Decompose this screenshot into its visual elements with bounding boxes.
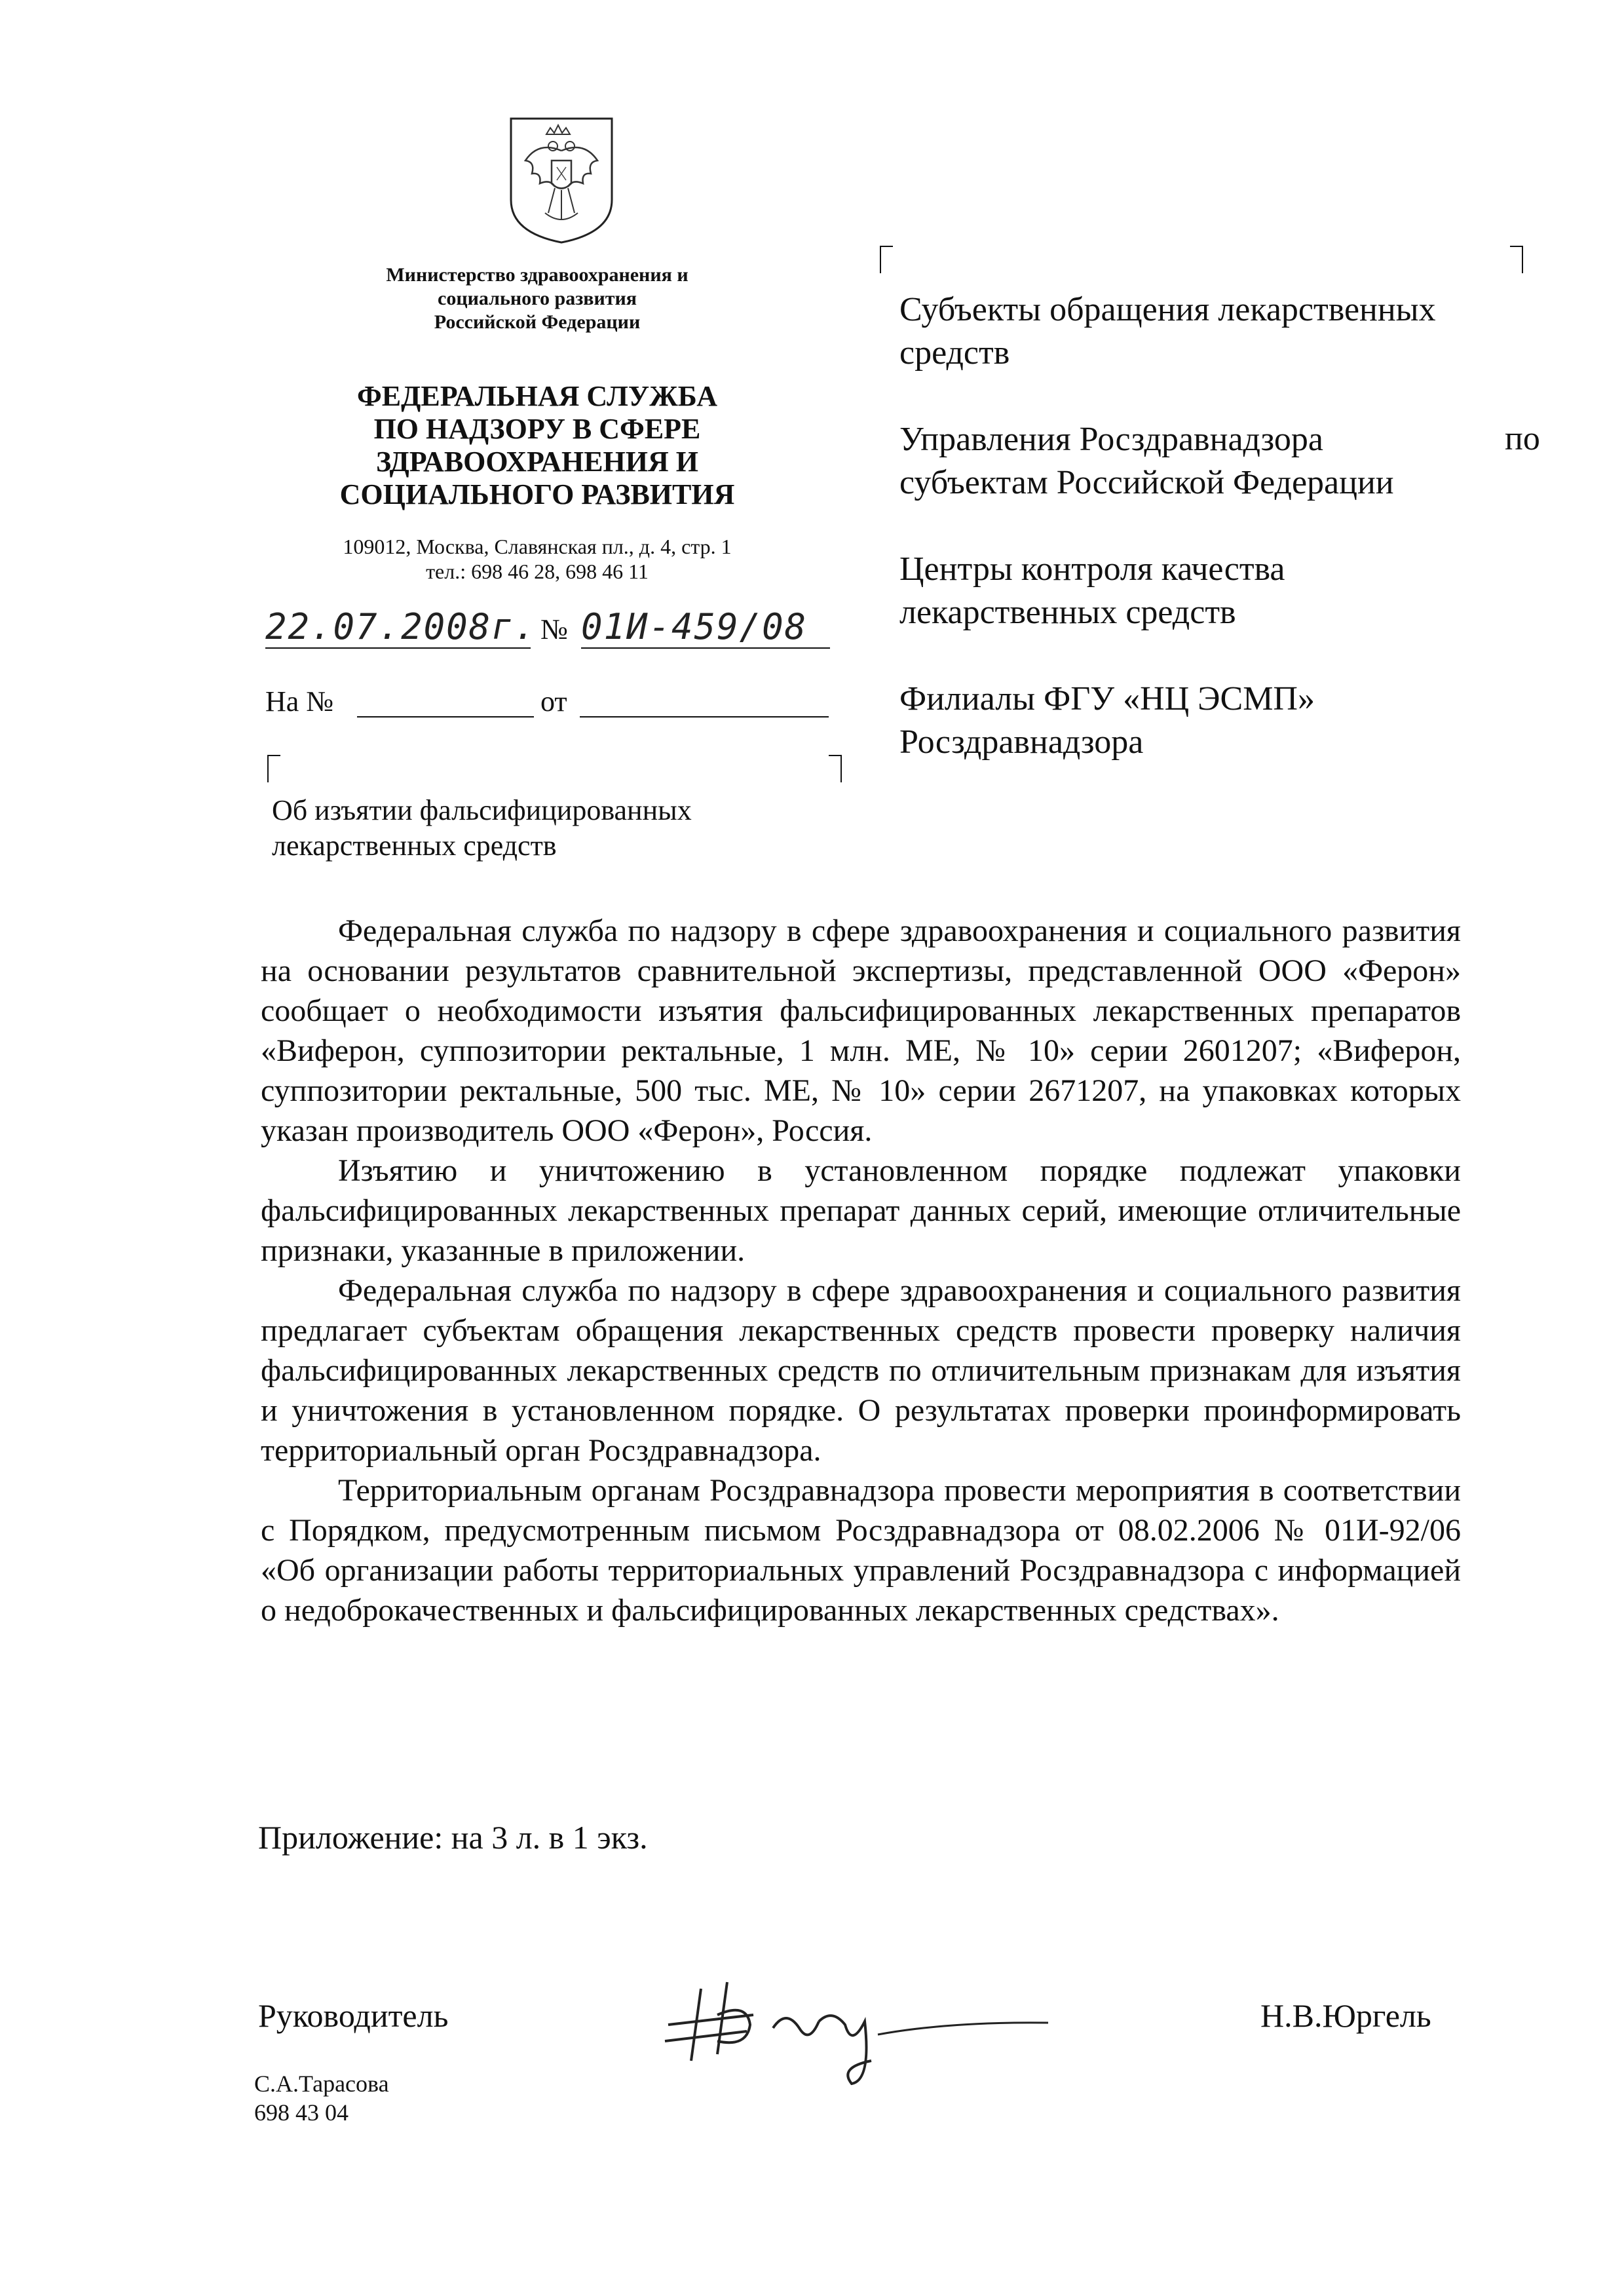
outgoing-date: 22.07.2008г. (265, 606, 537, 647)
recipient-line: Филиалы ФГУ «НЦ ЭСМП» (899, 680, 1315, 718)
recipient-line: средств (899, 334, 1010, 372)
letter-body (261, 911, 1461, 1630)
subject-bracket-right (829, 755, 842, 782)
recipient-line: Росздравнадзора (899, 723, 1144, 761)
executor-phone: 698 43 04 (254, 2099, 349, 2126)
subject-line: лекарственных средств (272, 830, 557, 862)
body-paragraph: Изъятию и уничтожению в установленном порядке подлежат упаковки фальсифицированных лекарственных препарат данных серий, имеющие отличительные признаки, указанные в приложении. (261, 1153, 1461, 1268)
handwritten-signature-icon (655, 1962, 1061, 2094)
outgoing-number: 01И-459/08 (581, 606, 830, 649)
address-line: 109012, Москва, Славянская пл., д. 4, стр. 1 (343, 535, 732, 558)
recipients-block (899, 288, 1555, 807)
recipient-item (899, 678, 1555, 764)
recipient-item (899, 288, 1555, 375)
ministry-line: социального развития (438, 288, 637, 309)
phone-line: тел.: 698 46 28, 698 46 11 (426, 560, 649, 583)
ministry-name (308, 263, 766, 334)
executor-name: С.А.Тарасова (254, 2071, 389, 2097)
service-address (282, 534, 793, 584)
letter-subject (272, 793, 809, 864)
reply-to-line (265, 685, 842, 724)
reply-number-blank (357, 716, 534, 718)
body-paragraph: Федеральная служба по надзору в сфере здравоохранения и социального развития на основании результатов сравнительной экспертизы, представленной ООО «Ферон» сообщает о необходимости изъятия фальсифицированных лекарственных препаратов «Виферон, суппозитории ректальные, 1 млн. МЕ, № 10» серии 2601207; «Виферон, суппозитории ректальные, 500 тыс. МЕ, № 10» серии 2671207, на упаковках которых указан производитель ООО «Ферон», Россия. (261, 913, 1461, 1148)
attachment-note: Приложение: на 3 л. в 1 экз. (258, 1819, 648, 1856)
ministry-line: Министерство здравоохранения и (386, 264, 689, 286)
body-paragraph: Федеральная служба по надзору в сфере здравоохранения и социального развития предлагает субъектам обращения лекарственных средств провести проверку наличия фальсифицированных лекарственных средств по отличительным признакам для изъятия и уничтожения в установленном порядке. О результатах проверки проинформировать территориальный орган Росздравнадзора. (261, 1273, 1461, 1468)
executor-info (254, 2069, 389, 2127)
recipient-line: Центры контроля качества (899, 550, 1285, 588)
signatory-name: Н.В.Юргель (1260, 1997, 1431, 2034)
recipient-suffix: по (1505, 420, 1540, 457)
body-paragraph: Территориальным органам Росздравнадзора провести мероприятия в соответствии с Порядком, предусмотренным письмом Росздравнадзора от 08.02.2006 № 01И-92/06 «Об организации работы территориальных управлений Росздравнадзора с информацией о недоброкачественных и фальсифицированных лекарственных средствах». (261, 1473, 1461, 1628)
recipients-bracket-left (880, 246, 893, 273)
service-line: ЗДРАВООХРАНЕНИЯ И (375, 446, 698, 478)
reply-number-label: На № (265, 685, 334, 718)
recipient-line: Субъекты обращения лекарственных (899, 291, 1436, 328)
subject-bracket-left (267, 755, 280, 782)
recipient-line: субъектам Российской Федерации (899, 464, 1394, 501)
service-line: ПО НАДЗОРУ В СФЕРЕ (373, 413, 701, 445)
service-line: СОЦИАЛЬНОГО РАЗВИТИЯ (339, 478, 735, 510)
service-line: ФЕДЕРАЛЬНАЯ СЛУЖБА (357, 380, 717, 412)
reply-date-label: от (540, 685, 567, 718)
registration-line (265, 606, 842, 652)
reply-date-blank (580, 716, 829, 718)
ministry-line: Российской Федерации (434, 311, 641, 333)
service-name (282, 380, 793, 511)
number-label: № (540, 613, 568, 645)
subject-line: Об изъятии фальсифицированных (272, 794, 692, 826)
recipient-item (899, 548, 1555, 634)
recipient-line: лекарственных средств (899, 594, 1236, 631)
recipients-bracket-right (1510, 246, 1523, 273)
signatory-title: Руководитель (258, 1997, 449, 2034)
recipient-line: Управления Росздравнадзора (899, 421, 1323, 458)
recipient-item (899, 418, 1555, 505)
russian-coat-of-arms-icon (506, 115, 617, 246)
